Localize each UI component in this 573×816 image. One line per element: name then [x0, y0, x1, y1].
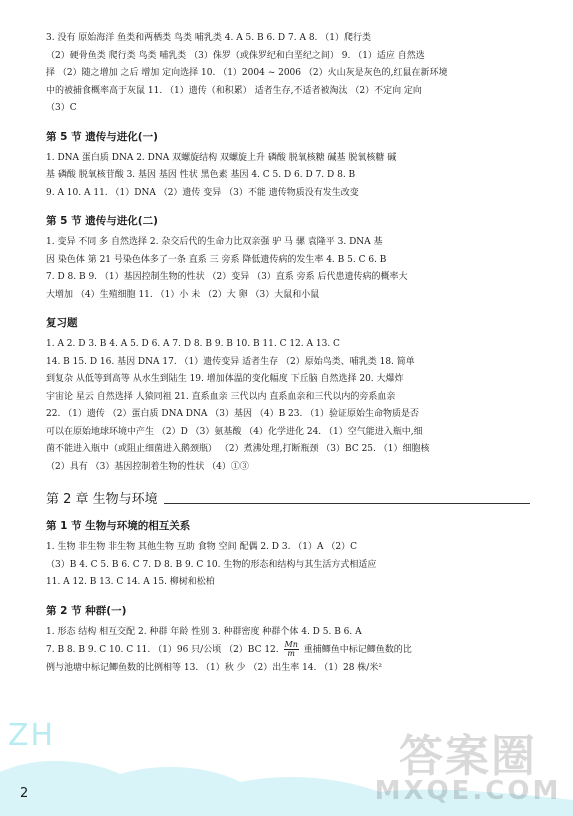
section-answers — [46, 234, 530, 304]
text-line: 例与池塘中标记鲫鱼数的比例相等 13. （1）秋 少 （2）出生率 14. （1）28 株/米² — [46, 662, 382, 673]
section-answers — [46, 150, 530, 203]
text-line: （2）硬骨鱼类 爬行类 鸟类 哺乳类 （3）侏罗（或侏罗纪和白垩纪之间） 9. （1）适应 自然选 — [46, 50, 425, 61]
fraction — [284, 641, 299, 658]
text-line: 中的被捕食概率高于灰鼠 11. （1）遗传（和积累） 适者生存,不适者被淘汰 （2）不定向 定向 — [46, 85, 422, 96]
fraction-denominator: m — [287, 649, 295, 658]
watermark-url: MXQE.COM — [374, 776, 562, 806]
section-heading: 复习题 — [46, 317, 78, 329]
text-line: 基 磷酸 脱氧核苷酸 3. 基因 基因 性状 黑色素 基因 4. C 5. D 6. D 7. D 8. B — [46, 170, 356, 180]
section-heading: 第 5 节 遗传与进化(一) — [46, 130, 158, 143]
text-line: 到复杂 从低等到高等 从水生到陆生 19. 增加体温的变化幅度 下丘脑 自然选择 20. 大爆炸 — [46, 374, 404, 384]
section-heading: 第 1 节 生物与环境的相互关系 — [46, 520, 191, 532]
section-heading: 第 2 节 种群(一) — [46, 604, 127, 617]
page-number: 2 — [20, 786, 29, 801]
text-line: 11. A 12. B 13. C 14. A 15. 柳树和松柏 — [46, 577, 215, 587]
text-line: 1. 变异 不同 多 自然选择 2. 杂交后代的生命力比双亲强 驴 马 骡 袁隆平 3. DNA 基 — [46, 237, 383, 247]
text-line: 9. A 10. A 11. （1）DNA （2）遗传 变异 （3）不能 遗传物质没有发生改变 — [46, 187, 359, 198]
text-line: （2）具有 （3）基因控制着生物的性状 （4）①③ — [46, 461, 249, 472]
text-line: 1. 形态 结构 相互交配 2. 种群 年龄 性别 3. 种群密度 种群个体 4. D 5. B 6. A — [46, 626, 362, 637]
fraction-numerator: Mn — [284, 641, 298, 649]
text-line: 22. （1）遗传 （2）蛋白质 DNA DNA （3）基因 （4）B 23. （1）验证原始生命物质是否 — [46, 409, 419, 419]
text-line: 7. D 8. B 9. （1）基因控制生物的性状 （2）变异 （3）直系 旁系 后代患遗传病的概率大 — [46, 272, 408, 282]
text-segment: 7. B 8. B 9. C 10. C 11. （1）96 只/公顷 （2）BC 12. — [46, 645, 279, 655]
text-line: 可以在原始地球环境中产生 （2）D （3）氨基酸 （4）化学进化 24. （1）空气能进入瓶中,细 — [46, 426, 423, 437]
text-line-with-fraction — [46, 641, 530, 660]
top-answer-block — [46, 30, 530, 118]
text-line: 菌不能进入瓶中（或阻止细菌进入鹅颈瓶） （2）煮沸处理,打断瓶颈 （3）BC 25. （1）细胞核 — [46, 444, 430, 454]
text-line: 1. DNA 蛋白质 DNA 2. DNA 双螺旋结构 双螺旋上升 磷酸 脱氧核糖 碱基 脱氧核糖 碱 — [46, 152, 397, 163]
chapter-heading — [46, 488, 530, 507]
page-content — [46, 30, 530, 677]
text-line: 择 （2）随之增加 之后 增加 定向选择 10. （1）2004 ~ 2006 （2）火山灰是灰色的,红鼠在新环境 — [46, 68, 448, 78]
chapter-title: 第 2 章 生物与环境 — [46, 492, 158, 507]
section-answers — [46, 336, 530, 476]
text-line: 3. 没有 原始海洋 鱼类和两栖类 鸟类 哺乳类 4. A 5. B 6. D 7. A 8. （1）爬行类 — [46, 33, 371, 43]
text-line: 1. 生物 非生物 非生物 其他生物 互助 食物 空间 配偶 2. D 3. （1）A （2）C — [46, 542, 358, 552]
section-answers — [46, 539, 530, 592]
text-line: （3）B 4. C 5. B 6. C 7. D 8. B 9. C 10. 生物的形态和结构与其生活方式相适应 — [46, 559, 377, 570]
section-heading: 第 5 节 遗传与进化(二) — [46, 215, 158, 227]
cloud-decoration — [0, 752, 573, 816]
section-answers — [46, 624, 530, 678]
brand-mark: ZH — [8, 718, 56, 753]
text-line: 宇宙论 星云 自然选择 人猿同祖 21. 直系血亲 三代以内 直系血亲和三代以内的旁系血亲 — [46, 391, 396, 402]
text-line: 14. B 15. D 16. 基因 DNA 17. （1）遗传变异 适者生存 （2）原始鸟类、哺乳类 18. 简单 — [46, 356, 415, 367]
chapter-rule — [164, 502, 530, 504]
text-line: 1. A 2. D 3. B 4. A 5. D 6. A 7. D 8. B 9. B 10. B 11. C 12. A 13. C — [46, 339, 340, 349]
text-segment: 重捕鲫鱼中标记鲫鱼数的比 — [303, 645, 412, 655]
text-line: 大增加 （4）生殖细胞 11. （1）小 未 （2）大 卵 （3）大鼠和小鼠 — [46, 289, 320, 300]
text-line: （3）C — [46, 103, 77, 113]
watermark-logo-text: 答案圈 — [399, 731, 537, 782]
text-line: 因 染色体 第 21 号染色体多了一条 直系 三 旁系 降低遗传病的发生率 4. B 5. C 6. B — [46, 254, 387, 265]
